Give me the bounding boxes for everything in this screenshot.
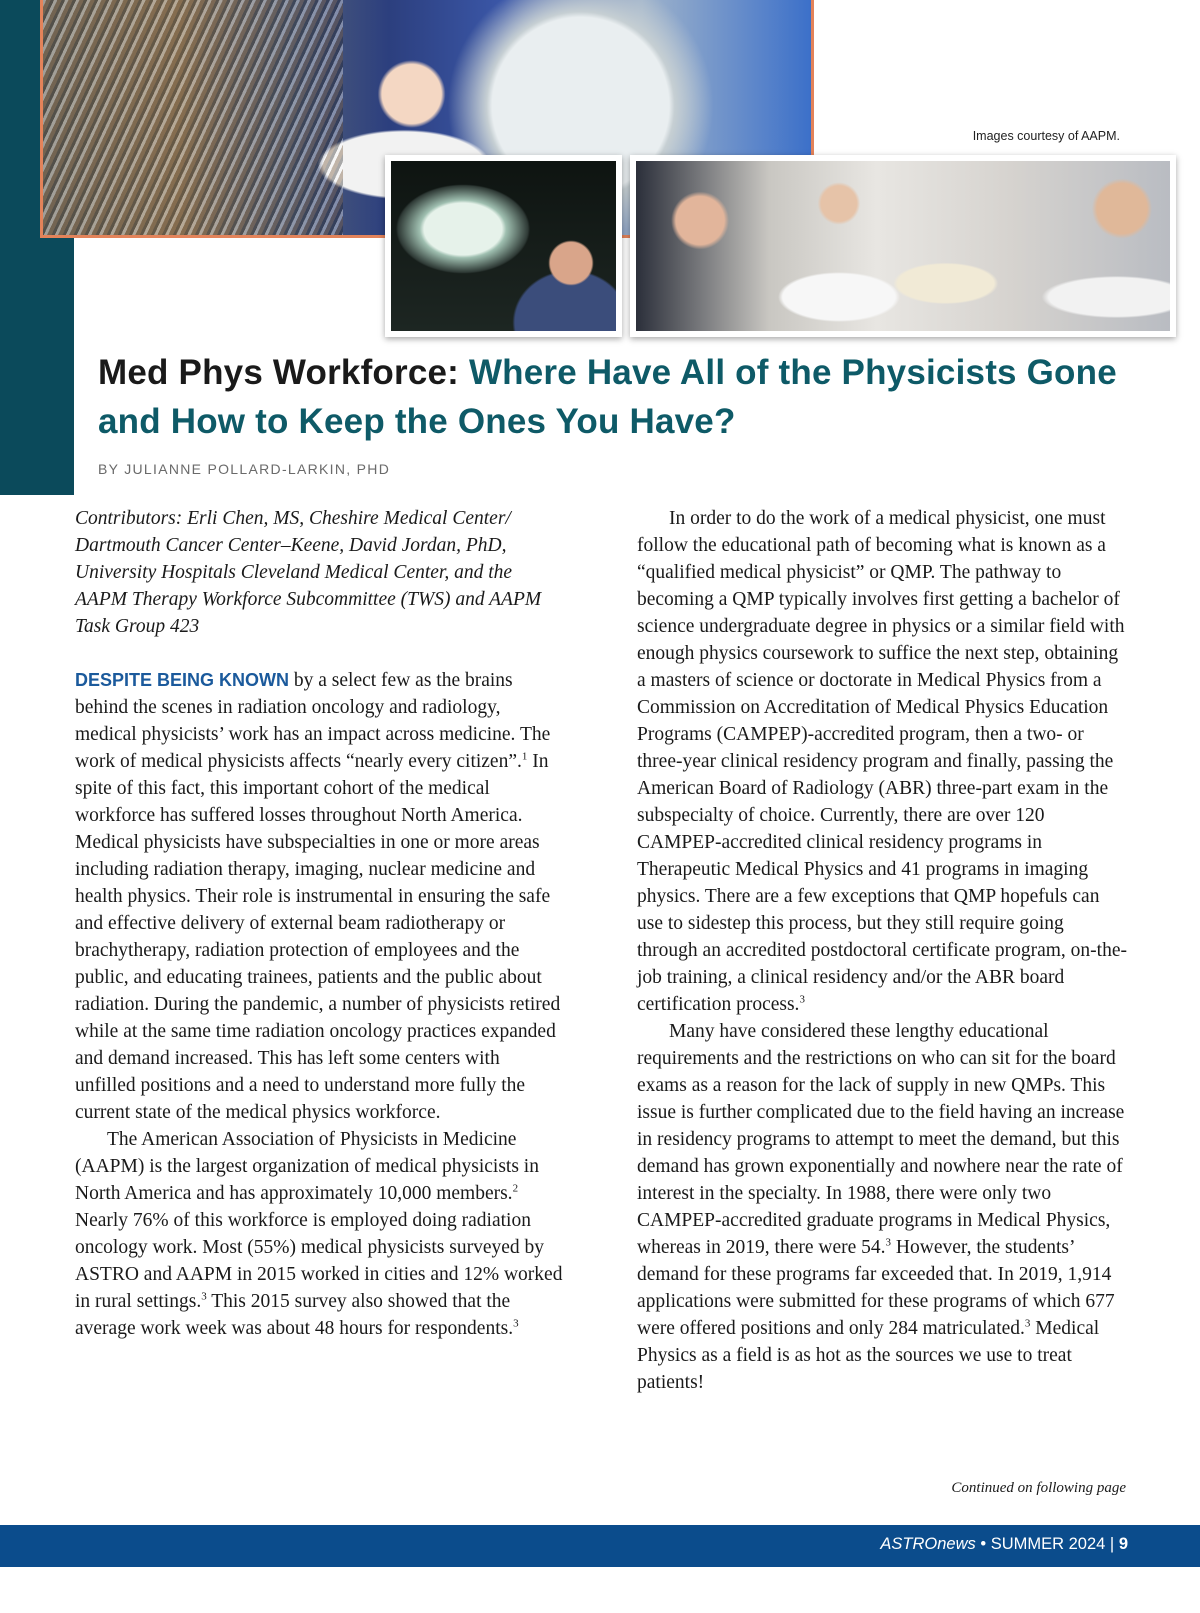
headline-title: Where Have All of the Physicists Gone and How to Keep the Ones You Have? [98, 353, 1117, 441]
photo-physicist-reviewing-scan [385, 155, 622, 337]
paragraph-text: The American Association of Physicists in Medicine (AAPM) is the largest organization of medical physicists in North America and has approximately 10,000 members. [75, 1129, 539, 1204]
footer-divider: | [1105, 1535, 1119, 1553]
footer-text [880, 1535, 1128, 1554]
footnote-ref: 3 [201, 1290, 207, 1303]
photo-wiring-detail [43, 0, 343, 238]
headline-prefix: Med Phys Workforce: [98, 353, 469, 392]
page-number: 9 [1118, 1535, 1128, 1553]
page-footer [0, 1525, 1200, 1567]
byline: BY JULIANNE POLLARD-LARKIN, PHD [98, 461, 391, 477]
paragraph-text: Medical Physics as a field is as hot as the sources we use to treat patients! [637, 1318, 1100, 1393]
footer-separator: • [975, 1535, 991, 1553]
continued-note: Continued on following page [951, 1480, 1126, 1496]
photo-physicists-at-linac [630, 155, 1176, 337]
issue-label: SUMMER 2024 [990, 1535, 1106, 1553]
footnote-ref: 2 [512, 1182, 519, 1195]
paragraph-supply [637, 1018, 1127, 1396]
publication-name: ASTROnews [880, 1535, 976, 1553]
article-column-right [637, 505, 1127, 1396]
paragraph-text: This 2015 survey also showed that the average work week was about 48 hours for respondents. [75, 1291, 514, 1339]
footnote-ref: 3 [1024, 1317, 1031, 1330]
paragraph-text: Many have considered these lengthy educational requirements and the restrictions on who can sit for the board exams as a reason for the lack of supply in new QMPs. This issue is further complicated due to the field having an increase in residency programs to attempt to meet the demand, but this demand has grown exponentially and nowhere near the rate of interest in the specialty. In 1988, there were only two CAMPEP-accredited graduate programs in Medical Physics, whereas in 2019, there were 54. [637, 1021, 1125, 1258]
paragraph-qmp-path [637, 505, 1127, 1018]
image-credit: Images courtesy of AAPM. [972, 129, 1120, 143]
footnote-ref: 3 [885, 1236, 892, 1249]
paragraph-text: by a select few as the brains behind the scenes in radiation oncology and radiology, medical physicists’ work has an impact across medicine. The work of medical physicists affects “nearly every citizen”. [75, 670, 551, 772]
paragraph-text: In order to do the work of a medical physicist, one must follow the educational path of becoming what is known as a “qualified medical physicist” or QMP. The pathway to becoming a QMP typically involves first getting a bachelor of science undergraduate degree in physics or a similar field with enough physics coursework to suffice the next step, obtaining a masters of science or doctorate in Medical Physics from a Commission on Accreditation of Medical Physics Education Programs (CAMPEP)-accredited program, then a two- or three-year clinical residency program and finally, passing the American Board of Radiology (ABR) three-part exam in the subspecialty of choice. Currently, there are over 120 CAMPEP-accredited clinical residency programs in Therapeutic Medical Physics and 41 programs in imaging physics. There are a few exceptions that QMP hopefuls can use to sidestep this process, but they still require going through an accredited postdoctoral certificate program, on-the-job training, a clinical residency and/or the ABR board certification process. [637, 508, 1127, 1015]
footnote-ref: 3 [799, 993, 805, 1006]
footnote-ref: 3 [513, 1317, 519, 1330]
article-headline [98, 348, 1158, 446]
footnote-ref: 1 [521, 750, 528, 763]
paragraph-text: However, the students’ demand for these programs far exceeded that. In 2019, 1,914 applications were submitted for these programs of which 677 were offered positions and only 284 matriculated. [637, 1237, 1115, 1339]
paragraph-intro [75, 667, 565, 1126]
contributors-note: Contributors: Erli Chen, MS, Cheshire Medical Center/ Dartmouth Cancer Center–Keene, David Jordan, PhD, University Hospitals Cleveland Medical Center, and the AAPM Therapy Workforce Subcommittee (TWS) and AAPM Task Group 423 [75, 508, 542, 637]
paragraph-text: In spite of this fact, this important cohort of the medical workforce has suffered losses throughout North America. Medical physicists have subspecialties in one or more areas including radiation therapy, imaging, nuclear medicine and health physics. Their role is instrumental in ensuring the safe and effective delivery of external beam radiotherapy or brachytherapy, radiation protection of employees and the public, and educating trainees, patients and the public about radiation. During the pandemic, a number of physicists retired while at the same time radiation oncology practices expanded and demand increased. This has left some centers with unfilled positions and a need to understand more fully the current state of the medical physics workforce. [75, 751, 561, 1123]
lead-in: DESPITE BEING KNOWN [75, 670, 290, 690]
paragraph-aapm [75, 1126, 565, 1342]
paragraph-text: Nearly 76% of this workforce is employed doing radiation oncology work. Most (55%) medical physicists surveyed by ASTRO and AAPM in 2015 worked in cities and 12% worked in rural settings. [75, 1210, 563, 1312]
article-column-left [75, 505, 565, 1342]
